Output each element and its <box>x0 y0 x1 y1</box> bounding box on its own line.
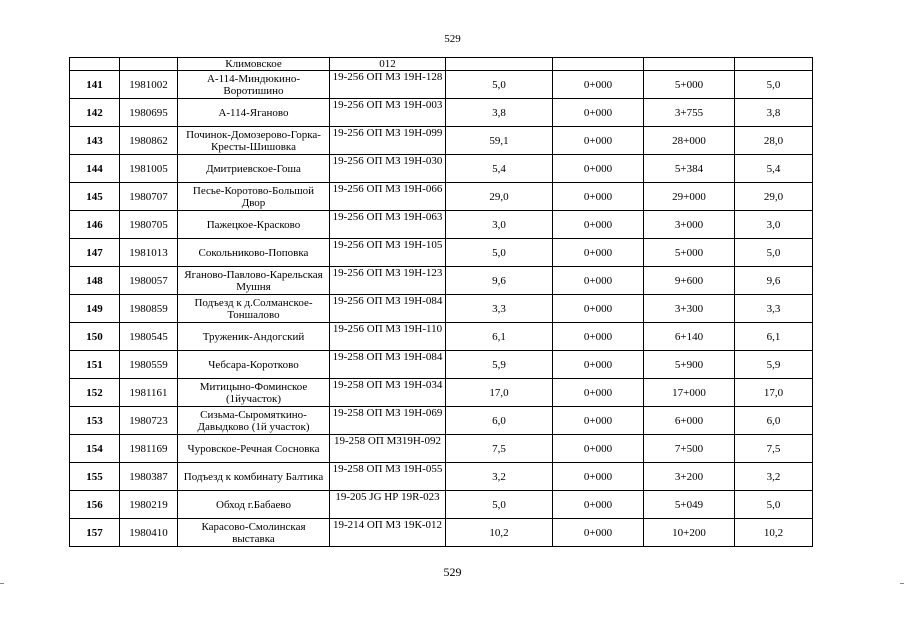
cell-code: 19-214 ОП МЗ 19К-012 <box>330 519 446 547</box>
cell-start: 0+000 <box>553 127 644 155</box>
cell-name: Починок-Домозерово-Горка-Кресты-Шишовка <box>178 127 330 155</box>
table-body <box>70 58 813 547</box>
cell-name: Митицыно-Фоминское (1йучасток) <box>178 379 330 407</box>
cell-code: 19-256 ОП МЗ 19Н-110 <box>330 323 446 351</box>
cell-code: 19-258 ОП МЗ19Н-092 <box>330 435 446 463</box>
cell-id: 1980723 <box>120 407 178 435</box>
cell-name: Подъезд к д.Солманское-Тоншалово <box>178 295 330 323</box>
cell-end: 6+000 <box>644 407 735 435</box>
table-row <box>70 99 813 127</box>
cell-end: 5+049 <box>644 491 735 519</box>
cell-id: 1981002 <box>120 71 178 99</box>
cell-length: 7,5 <box>446 435 553 463</box>
cell-end: 5+384 <box>644 155 735 183</box>
header-cell-total <box>735 58 813 71</box>
cell-name: Карасово-Смолинская выставка <box>178 519 330 547</box>
cell-end: 28+000 <box>644 127 735 155</box>
cell-total: 3,8 <box>735 99 813 127</box>
cell-length: 17,0 <box>446 379 553 407</box>
cell-length: 5,0 <box>446 491 553 519</box>
cell-start: 0+000 <box>553 323 644 351</box>
table-row <box>70 463 813 491</box>
cell-end: 17+000 <box>644 379 735 407</box>
table-row <box>70 519 813 547</box>
cell-code: 19-258 ОП МЗ 19Н-055 <box>330 463 446 491</box>
cell-start: 0+000 <box>553 155 644 183</box>
cell-name: Чебсара-Коротково <box>178 351 330 379</box>
cell-length: 3,8 <box>446 99 553 127</box>
header-cell-end <box>644 58 735 71</box>
page-number-bottom: 529 <box>443 565 462 579</box>
cell-start: 0+000 <box>553 351 644 379</box>
cell-total: 5,4 <box>735 155 813 183</box>
cell-start: 0+000 <box>553 519 644 547</box>
cell-end: 3+755 <box>644 99 735 127</box>
table-row <box>70 323 813 351</box>
cell-code: 19-256 ОП МЗ 19Н-003 <box>330 99 446 127</box>
cell-num: 153 <box>70 407 120 435</box>
cell-id: 1981169 <box>120 435 178 463</box>
table-row <box>70 295 813 323</box>
cell-length: 5,4 <box>446 155 553 183</box>
cell-length: 3,0 <box>446 211 553 239</box>
cell-end: 10+200 <box>644 519 735 547</box>
cell-total: 29,0 <box>735 183 813 211</box>
cell-id: 1980219 <box>120 491 178 519</box>
cell-end: 5+000 <box>644 239 735 267</box>
table-row <box>70 127 813 155</box>
cell-start: 0+000 <box>553 99 644 127</box>
cell-id: 1980862 <box>120 127 178 155</box>
cell-end: 9+600 <box>644 267 735 295</box>
cell-length: 9,6 <box>446 267 553 295</box>
cell-num: 157 <box>70 519 120 547</box>
header-cell-name: Климовское <box>178 58 330 71</box>
cell-code: 19-256 ОП МЗ 19Н-128 <box>330 71 446 99</box>
cell-num: 149 <box>70 295 120 323</box>
cell-name: Яганово-Павлово-Карельская Мушня <box>178 267 330 295</box>
table-row <box>70 379 813 407</box>
cell-id: 1980387 <box>120 463 178 491</box>
cell-length: 10,2 <box>446 519 553 547</box>
cell-start: 0+000 <box>553 379 644 407</box>
cell-id: 1980545 <box>120 323 178 351</box>
cell-code: 19-256 ОП МЗ 19Н-084 <box>330 295 446 323</box>
cell-length: 5,0 <box>446 239 553 267</box>
cell-code: 19-256 ОП МЗ 19Н-030 <box>330 155 446 183</box>
cell-num: 148 <box>70 267 120 295</box>
cell-name: Чуровское-Речная Сосновка <box>178 435 330 463</box>
cell-num: 154 <box>70 435 120 463</box>
table-row-header <box>70 58 813 71</box>
cell-id: 1981161 <box>120 379 178 407</box>
cell-code: 19-256 ОП МЗ 19Н-099 <box>330 127 446 155</box>
cell-id: 1980410 <box>120 519 178 547</box>
cell-code: 19-256 ОП МЗ 19Н-066 <box>330 183 446 211</box>
cell-start: 0+000 <box>553 71 644 99</box>
table-row <box>70 351 813 379</box>
cell-total: 5,0 <box>735 71 813 99</box>
header-cell-start <box>553 58 644 71</box>
cell-id: 1980057 <box>120 267 178 295</box>
cell-total: 5,9 <box>735 351 813 379</box>
cell-length: 5,9 <box>446 351 553 379</box>
cell-end: 5+900 <box>644 351 735 379</box>
cell-start: 0+000 <box>553 183 644 211</box>
cell-num: 151 <box>70 351 120 379</box>
cell-end: 3+300 <box>644 295 735 323</box>
cell-total: 6,1 <box>735 323 813 351</box>
crop-mark-left <box>0 583 4 584</box>
cell-end: 29+000 <box>644 183 735 211</box>
cell-code: 19-256 ОП МЗ 19Н-105 <box>330 239 446 267</box>
cell-id: 1980695 <box>120 99 178 127</box>
cell-name: Обход г.Бабаево <box>178 491 330 519</box>
cell-code: 19-258 ОП МЗ 19Н-069 <box>330 407 446 435</box>
cell-end: 3+000 <box>644 211 735 239</box>
cell-id: 1981005 <box>120 155 178 183</box>
cell-total: 6,0 <box>735 407 813 435</box>
cell-total: 17,0 <box>735 379 813 407</box>
cell-length: 5,0 <box>446 71 553 99</box>
cell-num: 145 <box>70 183 120 211</box>
cell-name: Дмитриевское-Гоша <box>178 155 330 183</box>
cell-num: 144 <box>70 155 120 183</box>
header-cell-id <box>120 58 178 71</box>
table-row <box>70 155 813 183</box>
cell-start: 0+000 <box>553 491 644 519</box>
cell-id: 1980707 <box>120 183 178 211</box>
cell-total: 3,0 <box>735 211 813 239</box>
cell-start: 0+000 <box>553 407 644 435</box>
cell-id: 1980705 <box>120 211 178 239</box>
cell-start: 0+000 <box>553 211 644 239</box>
cell-name: Подъезд к комбинату Балтика <box>178 463 330 491</box>
cell-name: Сизьма-Сыромяткино-Давыдково (1й участок) <box>178 407 330 435</box>
cell-length: 29,0 <box>446 183 553 211</box>
cell-num: 142 <box>70 99 120 127</box>
cell-start: 0+000 <box>553 295 644 323</box>
cell-code: 19-205 JG НР 19R-023 <box>330 491 446 519</box>
cell-start: 0+000 <box>553 463 644 491</box>
cell-length: 3,3 <box>446 295 553 323</box>
cell-length: 3,2 <box>446 463 553 491</box>
cell-name: Пажецкое-Красково <box>178 211 330 239</box>
cell-id: 1980559 <box>120 351 178 379</box>
cell-end: 6+140 <box>644 323 735 351</box>
cell-code: 19-256 ОП МЗ 19Н-063 <box>330 211 446 239</box>
cell-length: 6,1 <box>446 323 553 351</box>
cell-num: 156 <box>70 491 120 519</box>
roads-table <box>69 57 813 547</box>
cell-code: 19-258 ОП МЗ 19Н-034 <box>330 379 446 407</box>
cell-name: А-114-Миндюкино-Воротишино <box>178 71 330 99</box>
table-row <box>70 211 813 239</box>
cell-total: 5,0 <box>735 491 813 519</box>
cell-num: 152 <box>70 379 120 407</box>
header-cell-length <box>446 58 553 71</box>
crop-mark-right <box>900 583 904 584</box>
cell-total: 3,2 <box>735 463 813 491</box>
cell-total: 3,3 <box>735 295 813 323</box>
cell-length: 59,1 <box>446 127 553 155</box>
cell-total: 28,0 <box>735 127 813 155</box>
cell-length: 6,0 <box>446 407 553 435</box>
cell-id: 1980859 <box>120 295 178 323</box>
table-row <box>70 435 813 463</box>
cell-start: 0+000 <box>553 435 644 463</box>
table-row <box>70 239 813 267</box>
cell-end: 7+500 <box>644 435 735 463</box>
table-row <box>70 267 813 295</box>
cell-name: Сокольниково-Поповка <box>178 239 330 267</box>
cell-name: А-114-Яганово <box>178 99 330 127</box>
cell-start: 0+000 <box>553 239 644 267</box>
cell-id: 1981013 <box>120 239 178 267</box>
cell-end: 5+000 <box>644 71 735 99</box>
table-row <box>70 71 813 99</box>
header-cell-code: 012 <box>330 58 446 71</box>
table-row <box>70 183 813 211</box>
cell-name: Труженик-Андогский <box>178 323 330 351</box>
table-row <box>70 491 813 519</box>
cell-num: 155 <box>70 463 120 491</box>
cell-name: Песье-Коротово-Большой Двор <box>178 183 330 211</box>
cell-total: 10,2 <box>735 519 813 547</box>
cell-code: 19-258 ОП МЗ 19Н-084 <box>330 351 446 379</box>
cell-num: 143 <box>70 127 120 155</box>
cell-num: 147 <box>70 239 120 267</box>
table-row <box>70 407 813 435</box>
cell-end: 3+200 <box>644 463 735 491</box>
cell-total: 9,6 <box>735 267 813 295</box>
cell-code: 19-256 ОП МЗ 19Н-123 <box>330 267 446 295</box>
cell-total: 5,0 <box>735 239 813 267</box>
cell-num: 146 <box>70 211 120 239</box>
cell-num: 150 <box>70 323 120 351</box>
cell-start: 0+000 <box>553 267 644 295</box>
header-cell-num <box>70 58 120 71</box>
cell-total: 7,5 <box>735 435 813 463</box>
page-number-top: 529 <box>444 33 461 45</box>
cell-num: 141 <box>70 71 120 99</box>
